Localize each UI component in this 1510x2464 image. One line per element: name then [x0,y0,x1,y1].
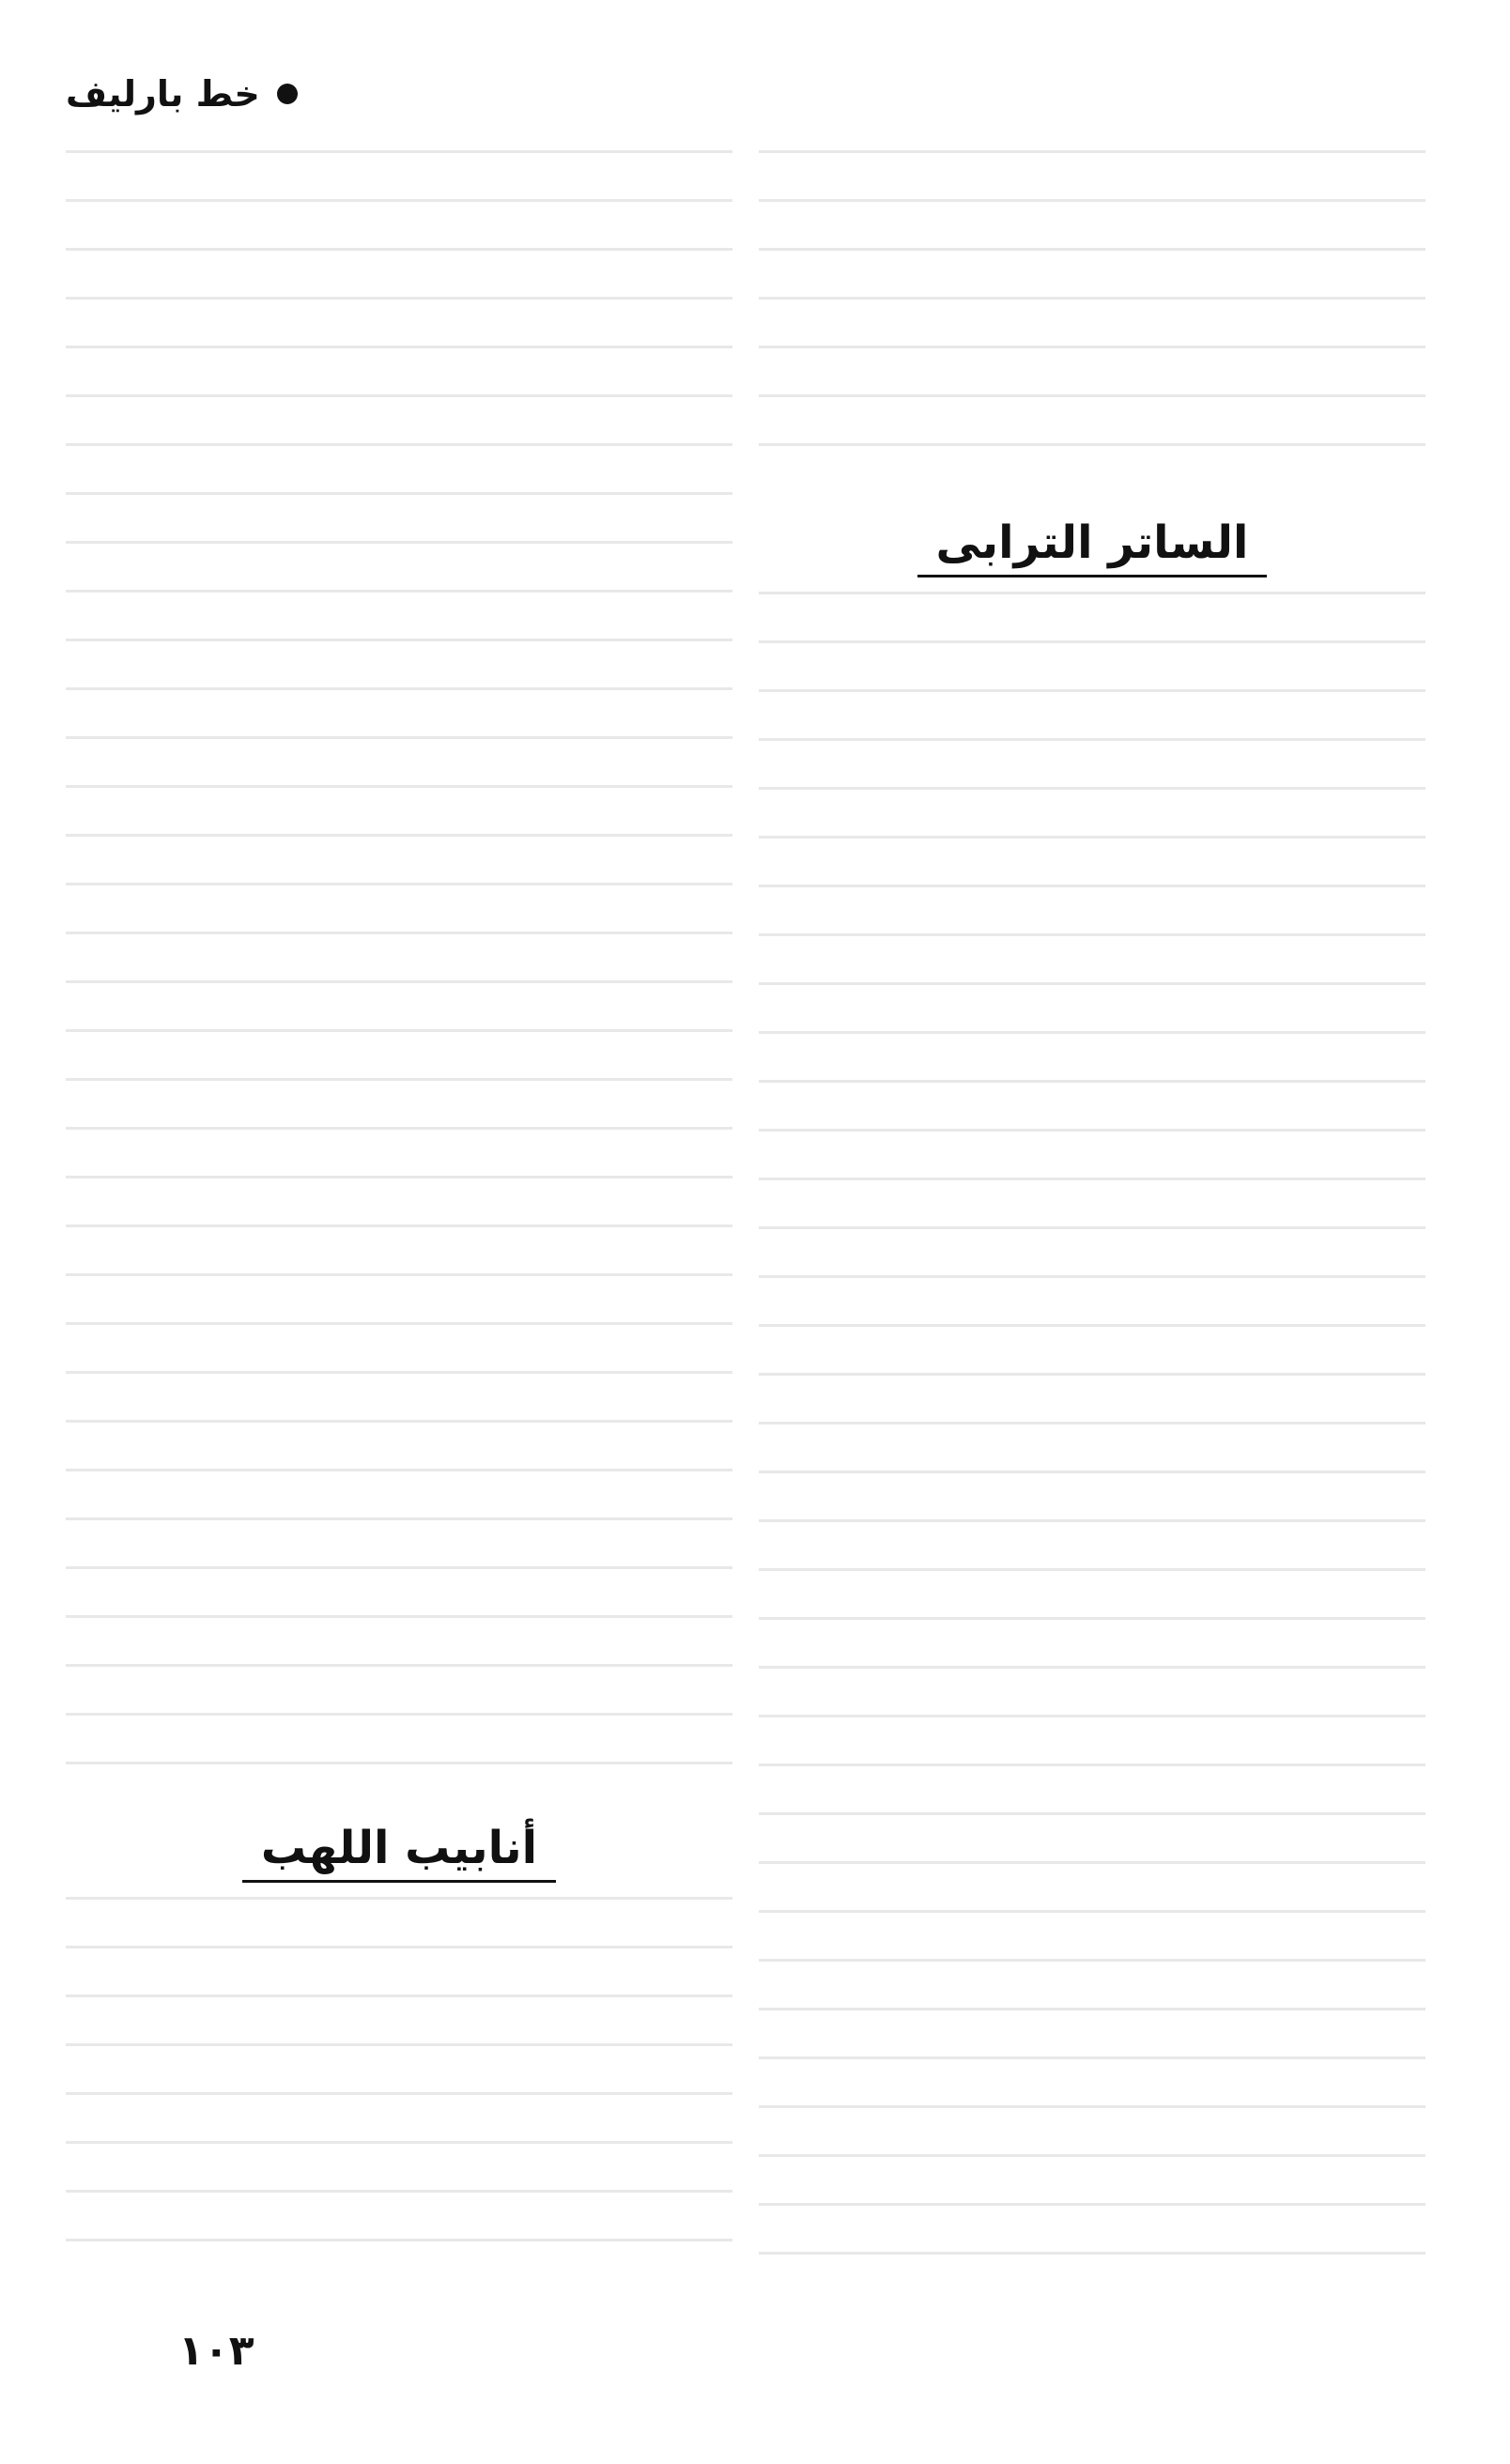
column-right [759,150,1425,2338]
body-text-placeholder [66,150,732,1794]
running-title: خط بارليف [66,73,260,115]
body-text-placeholder [66,1897,732,2272]
section-heading: الساتر الترابى [759,516,1425,569]
bullet-icon [277,84,298,104]
running-header [66,73,298,115]
column-left [66,150,732,2338]
page-number: ١٠٣ [178,2327,254,2375]
body-text-placeholder [759,592,1425,2282]
body-text-placeholder [759,150,1425,488]
section-heading: أنابيب اللهب [66,1822,732,1874]
